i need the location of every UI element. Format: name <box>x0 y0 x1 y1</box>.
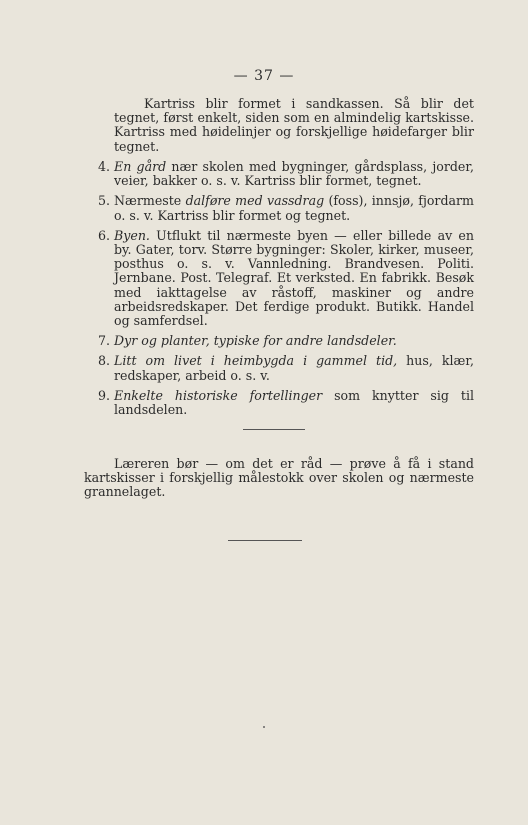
list-item-5 <box>84 194 474 222</box>
end-divider <box>228 540 302 541</box>
item-number: 8. <box>97 353 110 369</box>
list-item-6 <box>84 229 474 328</box>
list-item-7 <box>84 334 474 348</box>
list-item-4 <box>84 160 474 188</box>
item-emphasis: En gård <box>114 159 167 174</box>
page-number: — 37 — <box>233 68 295 84</box>
intro-paragraph: Kartriss blir formet i sandkassen. Så blir det tegnet, først enkelt, siden som en almindelig kartskisse. Kartriss med høidelinjer og forskjellige høidefarger blir tegnet. <box>114 96 474 154</box>
item-number: 9. <box>97 387 110 403</box>
item-number: 4. <box>97 159 110 174</box>
item-emphasis: dalføre med vassdrag <box>185 193 325 209</box>
item-text: hus, klær, redskaper, arbeid o. s. v. <box>114 353 474 383</box>
item-number: 7. <box>97 333 110 349</box>
section-divider <box>243 429 305 430</box>
item-number: 5. <box>97 193 110 209</box>
item-text: Utflukt til nærmeste byen — eller billede av en by. Gater, torv. Større bygninger: Skoler, kirker, museer, posthus o. s. v. Vannledning. Brandvesen. Politi. Jernbane. Post. Telegraf. Et verksted. En fabrikk. Besøk med iakttagelse av råstoff, maskiner og andre arbeidsredskaper. Det ferdige produkt. Butikk. Handel og samferdsel. <box>114 227 474 329</box>
item-emphasis: Dyr og planter, typiske for andre landsdeler. <box>114 333 397 349</box>
item-text: som knytter sig til landsdelen. <box>114 387 474 418</box>
item-text: (foss), innsjø, fjordarm o. s. v. Kartriss blir formet og tegnet. <box>114 193 474 223</box>
list-item-9 <box>84 389 474 417</box>
item-emphasis: Byen. <box>114 227 150 243</box>
item-prefix: Nærmeste <box>114 193 186 209</box>
closing-paragraph: Læreren bør — om det er råd — prøve å få i stand kartskisser i forskjellig målestokk over skolen og nærmeste grannelaget. <box>84 456 474 500</box>
item-text: nær skolen med bygninger, gårdsplass, jorder, veier, bakker o. s. v. Kartriss blir formet, tegnet. <box>114 159 474 189</box>
print-speck <box>263 726 265 728</box>
item-emphasis: Litt om livet i heimbygda i gammel tid, <box>114 353 398 369</box>
item-number: 6. <box>97 227 110 243</box>
item-emphasis: Enkelte historiske fortellinger <box>114 387 323 403</box>
numbered-list <box>84 160 474 423</box>
list-item-8 <box>84 354 474 382</box>
